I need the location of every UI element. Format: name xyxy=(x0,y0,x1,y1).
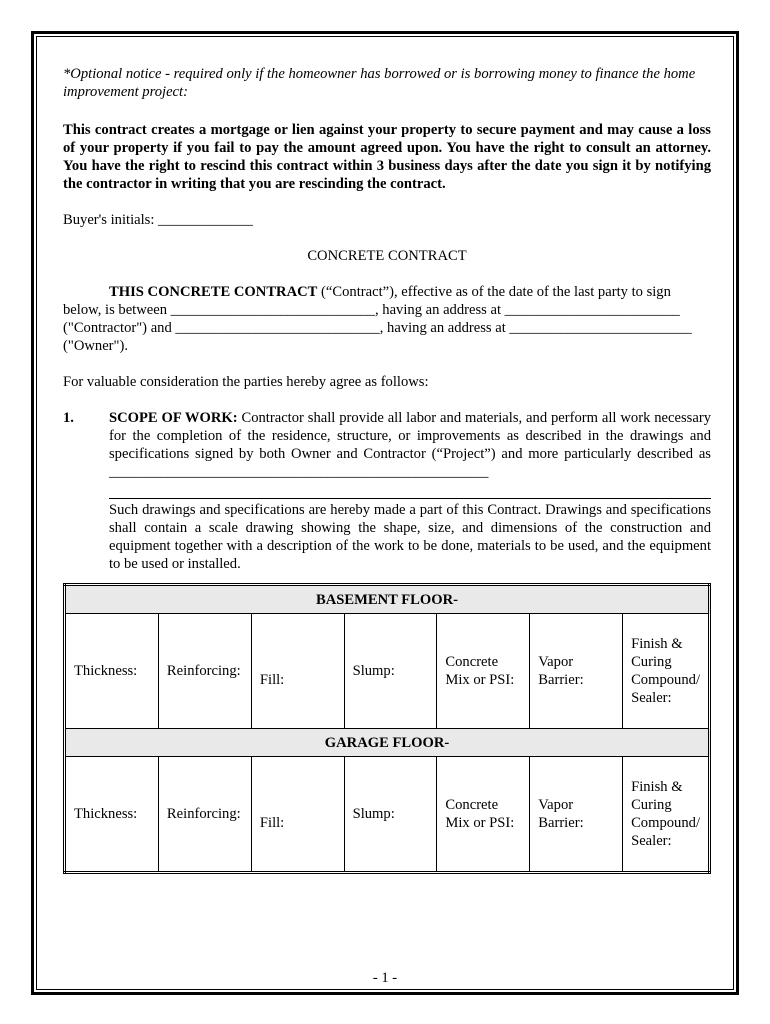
concrete-label: Concrete xyxy=(445,654,499,670)
reinforcing-cell: Reinforcing: xyxy=(158,614,251,729)
compound-label: Compound/ xyxy=(631,815,700,831)
vapor-barrier-cell xyxy=(530,614,623,729)
finish-label: Finish & xyxy=(631,779,683,795)
page-number: - 1 - xyxy=(372,970,398,986)
basement-fields-row xyxy=(65,614,710,729)
sealer-label: Sealer: xyxy=(631,833,672,849)
optional-notice: *Optional notice - required only if the homeowner has borrowed or is borrowing money to finance the home improvement project: xyxy=(63,66,696,100)
intro-paragraph xyxy=(63,283,711,355)
garage-header-row xyxy=(65,729,710,757)
curing-label: Curing xyxy=(631,654,672,670)
thickness-cell: Thickness: xyxy=(65,757,159,873)
slump-cell: Slump: xyxy=(344,757,437,873)
garage-fields-row xyxy=(65,757,710,873)
intro-lead: THIS CONCRETE CONTRACT xyxy=(109,284,318,300)
lien-warning: This contract creates a mortgage or lien against your property to secure payment and may cause a loss of your property if you fail to pay the amount agreed upon. You have the right to consult an attorney. You have the right to rescind this contract within 3 business days after the date you sign it by notifying the contractor in writing that you are rescinding the contract. xyxy=(63,122,711,192)
description-blank-line xyxy=(109,481,711,499)
consideration-text: For valuable consideration the parties hereby agree as follows: xyxy=(63,374,429,390)
floor-spec-table xyxy=(63,583,711,874)
intro-text: (“Contract”), effective as of the date of the last party to sign below, is between ____________________________, having an address at ________________________ ("Contractor") and ____________________________, having an address at _________________________ ("Owner"). xyxy=(63,284,692,354)
compound-label: Compound/ xyxy=(631,672,700,688)
vapor-barrier-cell xyxy=(530,757,623,873)
document-title: CONCRETE CONTRACT xyxy=(307,248,467,264)
finish-curing-cell xyxy=(623,757,710,873)
vapor-label: Vapor xyxy=(538,654,574,670)
scope-text: Contractor shall provide all labor and materials, and perform all work necessary for the completion of the residence, structure, or improvements as described in the drawings and specifications signed by both Owner and Contractor (“Project”) and more particularly described as ____________________________________________________ xyxy=(109,410,711,480)
mix-psi-label: Mix or PSI: xyxy=(445,815,515,831)
curing-label: Curing xyxy=(631,797,672,813)
reinforcing-cell: Reinforcing: xyxy=(158,757,251,873)
buyer-initials: Buyer's initials: _____________ xyxy=(63,212,253,228)
garage-floor-header: GARAGE FLOOR- xyxy=(65,729,710,757)
section-number: 1. xyxy=(63,410,74,426)
concrete-label: Concrete xyxy=(445,797,499,813)
barrier-label: Barrier: xyxy=(538,815,584,831)
basement-header-row xyxy=(65,585,710,614)
thickness-cell: Thickness: xyxy=(65,614,159,729)
sealer-label: Sealer: xyxy=(631,690,672,706)
basement-floor-header: BASEMENT FLOOR- xyxy=(65,585,710,614)
finish-curing-cell xyxy=(623,614,710,729)
drawings-paragraph: Such drawings and specifications are hereby made a part of this Contract. Drawings and specifications shall contain a scale drawing showing the shape, size, and dimensions of the construction and equipment together with a description of the work to be done, materials to be used, and the equipment to be used or installed. xyxy=(109,502,711,572)
mix-psi-label: Mix or PSI: xyxy=(445,672,515,688)
section-body xyxy=(109,409,711,573)
scope-paragraph xyxy=(109,409,711,481)
fill-cell: Fill: xyxy=(251,757,344,873)
section-heading: SCOPE OF WORK: xyxy=(109,410,238,426)
concrete-mix-cell xyxy=(437,757,530,873)
fill-cell: Fill: xyxy=(251,614,344,729)
concrete-mix-cell xyxy=(437,614,530,729)
document-body xyxy=(63,65,711,573)
vapor-label: Vapor xyxy=(538,797,574,813)
finish-label: Finish & xyxy=(631,636,683,652)
barrier-label: Barrier: xyxy=(538,672,584,688)
section-scope-of-work xyxy=(63,409,711,573)
slump-cell: Slump: xyxy=(344,614,437,729)
